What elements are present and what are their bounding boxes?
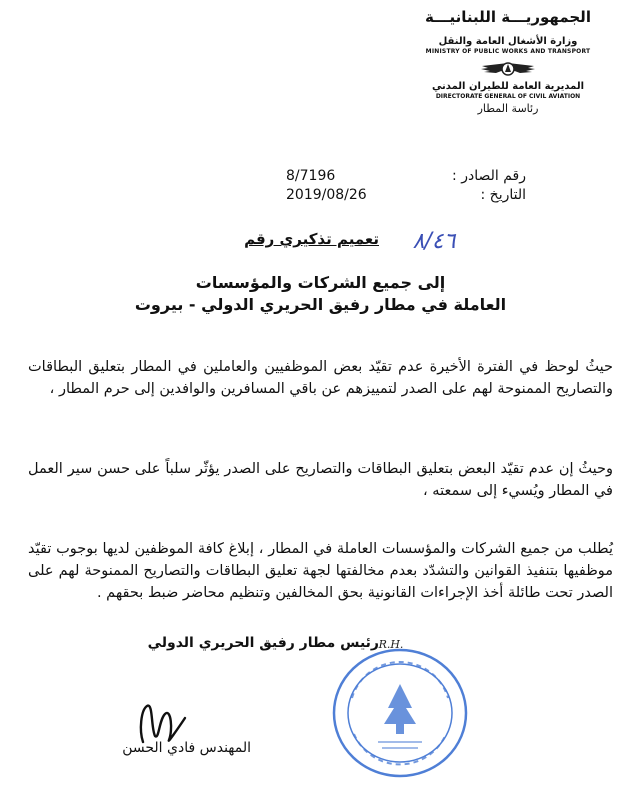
official-stamp-icon xyxy=(330,646,470,781)
initials-text: R.H. xyxy=(378,638,404,651)
dgca-name-english: DIRECTORATE GENERAL OF CIVIL AVIATION xyxy=(435,93,581,100)
reference-date-row xyxy=(286,187,526,206)
body-paragraph-1: حيثُ لوحظ في الفترة الأخيرة عدم تقيّد بعض الموظفيين والعاملين في المطار بتعليق البطاقات والتصاريح الممنوحة لهم على الصدر لتمييزهم عن باقي المسافرين والوافدين إلى حرم المطار ، xyxy=(28,359,613,397)
republic-title: الجمهوريـــة اللبنانيـــة xyxy=(425,8,591,26)
ministry-name-arabic: وزارة الأشغال العامة والنقل xyxy=(438,36,578,47)
reference-block xyxy=(286,168,526,206)
dgca-name-arabic: المديرية العامة للطيران المدني xyxy=(431,81,585,92)
signatory-title: رئيس مطار رفيق الحريري الدولي xyxy=(147,635,379,651)
reference-number-value: 8/7196 xyxy=(286,168,336,184)
addressee xyxy=(0,272,641,316)
handwritten-memo-number xyxy=(380,226,488,256)
aviation-wings-emblem-icon xyxy=(478,57,538,79)
reference-date-value: 2019/08/26 xyxy=(286,187,367,203)
signatory-name: المهندس فادي الحسن xyxy=(122,740,251,756)
body-paragraph-3: يُطلب من جميع الشركات والمؤسسات العاملة في المطار ، إبلاغ كافة الموظفين لديها بوجوب تقيّد موظفيها بتنفيذ القوانين والتشدّد بعدم مخالفتها لجهة تعليق البطاقات والتصاريح الممنوحة لهم على الصدر تحت طائلة أخذ الإجراءات القانونية بحق المخالفين وتنظيم محاضر ضبط بحقهم . xyxy=(28,541,613,601)
memo-subject: تعميم تذكيري رقم xyxy=(244,230,379,248)
reference-number-row xyxy=(286,168,526,187)
addressee-line-1: إلى جميع الشركات والمؤسسات xyxy=(195,273,446,292)
reference-number-label: رقم الصادر : xyxy=(452,168,526,184)
body-paragraph-2: وحيثُ إن عدم تقيّد البعض بتعليق البطاقات والتصاريح على الصدر يؤثّر سلباً على حسن سير العمل في المطار ويُسيء إلى سمعته ، xyxy=(28,461,613,499)
airport-presidency: رئاسة المطار xyxy=(477,102,539,115)
memo-number-text: ٨/٤٦ xyxy=(412,229,456,254)
letterhead xyxy=(403,8,613,115)
ministry-name-english: MINISTRY OF PUBLIC WORKS AND TRANSPORT xyxy=(425,48,591,55)
reference-date-label: التاريخ : xyxy=(480,187,526,203)
addressee-line-2: العاملة في مطار رفيق الحريري الدولي - بيروت xyxy=(134,295,507,314)
